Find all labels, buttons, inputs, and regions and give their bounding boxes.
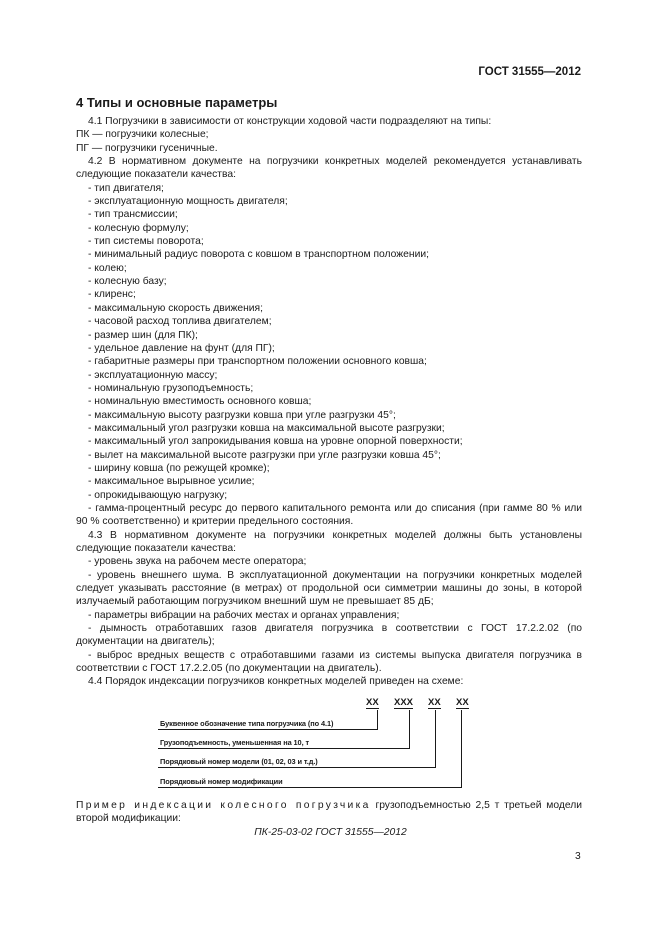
example-lead: Пример индексации колесного погрузчика xyxy=(76,800,371,811)
list-item: - минимальный радиус поворота с ковшом в транспортном положении; xyxy=(88,249,429,261)
list-item: - максимальную скорость движения; xyxy=(88,302,263,314)
document-code-header: ГОСТ 31555—2012 xyxy=(478,66,581,78)
list-item: - максимальное вырывное усилие; xyxy=(88,476,255,488)
example-rest: грузоподъемностью 2,5 т третьей модели второй модификации: xyxy=(76,800,582,825)
paragraph-4-2: 4.2 В нормативном документе на погрузчики конкретных моделей рекомендуется устанавливать следующие показатели качества: xyxy=(76,156,582,181)
list-item: - тип системы поворота; xyxy=(88,236,204,248)
type-pg: ПГ — погрузчики гусеничные. xyxy=(76,142,218,154)
paragraph-4-4: 4.4 Порядок индексации погрузчиков конкретных моделей приведен на схеме: xyxy=(88,676,464,688)
list-item: - клиренс; xyxy=(88,289,136,301)
scheme-code-type: XX xyxy=(366,697,379,708)
scheme-underline xyxy=(158,748,410,749)
list-item-sound: - уровень звука на рабочем месте оператора; xyxy=(88,556,307,568)
list-item: - максимальный угол запрокидывания ковша на уровне опорной поверхности; xyxy=(88,436,463,448)
list-item: - тип двигателя; xyxy=(88,182,164,194)
section-body xyxy=(76,115,582,689)
list-item: - колею; xyxy=(88,262,127,274)
scheme-underline xyxy=(158,729,378,730)
list-item: - вылет на максимальной высоте разгрузки при угле разгрузки ковша 45°; xyxy=(88,449,441,461)
example-paragraph xyxy=(76,799,582,826)
paragraph-4-1: 4.1 Погрузчики в зависимости от конструкции ходовой части подразделяют на типы: xyxy=(88,116,492,127)
list-item: - эксплуатационную мощность двигателя; xyxy=(88,196,288,208)
section-title: 4 Типы и основные параметры xyxy=(76,95,278,110)
list-item: - тип трансмиссии; xyxy=(88,209,178,221)
scheme-connector xyxy=(435,710,436,767)
list-item: - эксплуатационную массу; xyxy=(88,369,218,381)
scheme-connector xyxy=(461,710,462,787)
type-pk: ПК — погрузчики колесные; xyxy=(76,129,209,141)
list-item: - колесную базу; xyxy=(88,276,167,288)
list-item-noise: - уровень внешнего шума. В эксплуатационной документации на погрузчики конкретных моделей следует указывать расстояние (в метрах) от продольной оси симметрии машины до зоны, в которой излучаемый работающим погрузчиком внешний шум не превышает 85 дБ; xyxy=(76,569,582,608)
page-number: 3 xyxy=(575,851,581,862)
scheme-connector xyxy=(409,710,410,748)
list-item: - номинальную вместимость основного ковша; xyxy=(88,396,312,408)
scheme-code-model: XX xyxy=(428,697,441,708)
list-item: - размер шин (для ПК); xyxy=(88,329,198,341)
indexing-scheme xyxy=(158,698,478,790)
scheme-label-model: Порядковый номер модели (01, 02, 03 и т.д.) xyxy=(160,757,318,766)
example-index-code: ПК-25-03-02 ГОСТ 31555—2012 xyxy=(254,827,407,838)
scheme-underline xyxy=(158,767,436,768)
scheme-label-modification: Порядковый номер модификации xyxy=(160,777,283,786)
list-item: - максимальный угол разгрузки ковша на максимальной высоте разгрузки; xyxy=(88,422,445,434)
list-item: - габаритные размеры при транспортном положении основного ковша; xyxy=(88,356,427,368)
scheme-code-modification: XX xyxy=(456,697,469,708)
list-item: - колесную формулу; xyxy=(88,222,189,234)
list-item: - номинальную грузоподъемность; xyxy=(88,382,254,394)
list-item-vibration: - параметры вибрации на рабочих местах и органах управления; xyxy=(88,609,400,621)
list-item-gamma: - гамма-процентный ресурс до первого капитального ремонта или до списания (при гамме 80 % или 90 % соответственно) и критерии предельного состояния. xyxy=(76,502,582,528)
scheme-connector xyxy=(377,710,378,729)
list-item-emissions: - выброс вредных веществ с отработавшими газами из системы выпуска двигателя погрузчика в соответствии с ГОСТ 17.2.2.05 (по документации на двигатель). xyxy=(76,649,582,675)
scheme-label-capacity: Грузоподъемность, уменьшенная на 10, т xyxy=(160,738,309,747)
list-item: - ширину ковша (по режущей кромке); xyxy=(88,462,270,474)
scheme-code-capacity: XXX xyxy=(394,697,414,708)
list-item-smoke: - дымность отработавших газов двигателя погрузчика в соответствии с ГОСТ 17.2.2.02 (по документации на двигатель); xyxy=(76,623,582,648)
paragraph-4-3: 4.3 В нормативном документе на погрузчики конкретных моделей должны быть установлены следующие показатели качества: xyxy=(76,529,582,554)
list-item: - опрокидывающую нагрузку; xyxy=(88,489,228,501)
quality-indicators-list xyxy=(76,182,582,502)
scheme-label-type: Буквенное обозначение типа погрузчика (по 4.1) xyxy=(160,719,334,728)
list-item: - часовой расход топлива двигателем; xyxy=(88,316,272,328)
list-item: - удельное давление на фунт (для ПГ); xyxy=(88,342,275,354)
list-item: - максимальную высоту разгрузки ковша при угле разгрузки 45°; xyxy=(88,409,396,421)
scheme-underline xyxy=(158,787,462,788)
